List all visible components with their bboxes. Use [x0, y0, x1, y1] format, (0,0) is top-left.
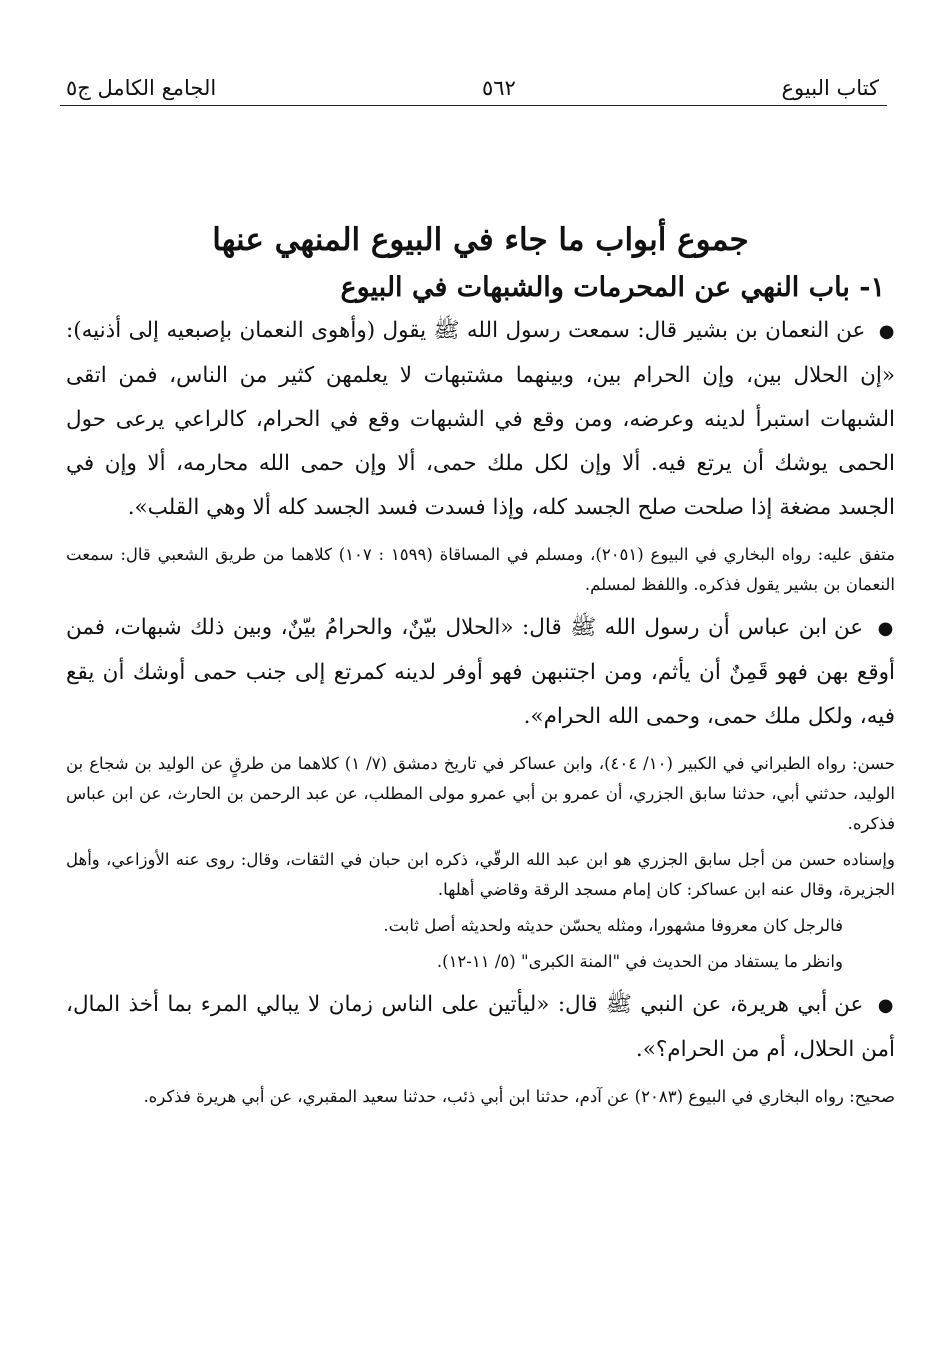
bullet-icon: ●: [877, 995, 895, 1016]
header-divider: [60, 105, 887, 106]
chapter-title: ١- باب النهي عن المحرمات والشبهات في البيوع: [340, 272, 885, 303]
page-body: [66, 222, 895, 1118]
takhrij-note: صحيح: رواه البخاري في البيوع (٢٠٨٣) عن آدم، حدثنا ابن أبي ذئب، حدثنا سعيد المقبري، عن أبي هريرة فذكره.: [143, 1087, 895, 1106]
takhrij-note: حسن: رواه الطبراني في الكبير (١٠/ ٤٠٤)، وابن عساكر في تاريخ دمشق (٧/ ١) كلاهما من طرقٍ عن الوليد بن شجاع بن الوليد، حدثني أبي، حدثنا سابق الجزري، أن عمرو بن أبي عمرو مولى المطلب، عن عبد الرحمن بن الحارث، عن ابن عباس فذكره.: [66, 754, 895, 833]
section-title: جموع أبواب ما جاء في البيوع المنهي عنها: [212, 222, 749, 258]
running-header: [66, 64, 879, 100]
takhrij-note: وانظر ما يستفاد من الحديث في "المنة الكبرى" (٥/ ١١-١٢).: [436, 952, 843, 971]
takhrij-note: متفق عليه: رواه البخاري في البيوع (٢٠٥١)، ومسلم في المساقاة (١٥٩٩ : ١٠٧) كلاهما من طريق الشعبي قال: سمعت النعمان بن بشير يقول فذكره. واللفظ لمسلم.: [66, 545, 895, 594]
header-book-title: كتاب البيوع: [781, 76, 879, 100]
hadith-body: عن ابن عباس أن رسول الله ﷺ قال: «الحلال بيّنٌ، والحرامُ بيّنٌ، وبين ذلك شبهات، فمن أوقع بهن فهو قَمِنٌ أن يأثم، ومن اجتنبهن فهو أوفر لدينه كمرتع إلى جنب حمى أوشك أن يقع فيه، ولكل ملك حمى، وحمى الله الحرام».: [66, 615, 895, 729]
hadith-body: عن أبي هريرة، عن النبي ﷺ قال: «ليأتين على الناس زمان لا يبالي المرء بما أخذ المال، أمن الحلال، أم من الحرام؟».: [66, 992, 895, 1062]
takhrij-note: فالرجل كان معروفا مشهورا، ومثله يحسّن حديثه ولحديثه أصل ثابت.: [383, 916, 843, 935]
takhrij-note: وإسناده حسن من أجل سابق الجزري هو ابن عبد الله الرقّي، ذكره ابن حبان في الثقات، وقال: روى عنه الأوزاعي، وأهل الجزيرة، وقال عنه ابن عساكر: كان إمام مسجد الرقة وقاضي أهلها.: [66, 850, 895, 899]
hadith-body: عن النعمان بن بشير قال: سمعت رسول الله ﷺ يقول (وأهوى النعمان بإصبعيه إلى أذنيه): «إن الحلال بين، وإن الحرام بين، وبينهما مشتبهات لا يعلمهن كثير من الناس، فمن اتقى الشبهات استبرأ لدينه وعرضه، ومن وقع في الشبهات وقع في الحرام، كالراعي يرعى حول الحمى يوشك أن يرتع فيه. ألا وإن لكل ملك حمى، ألا وإن حمى الله محارمه، ألا وإن في الجسد مضغة إذا صلحت صلح الجسد كله، وإذا فسدت فسد الجسد كله ألا وهي القلب».: [66, 318, 895, 520]
hadith-text: [66, 983, 895, 1072]
header-volume-title: الجامع الكامل ج٥: [66, 76, 217, 100]
page-number: ٥٦٢: [481, 76, 516, 100]
bullet-icon: ●: [878, 321, 895, 342]
bullet-icon: ●: [877, 618, 895, 639]
hadith-text: [66, 309, 895, 530]
hadith-text: [66, 606, 895, 739]
